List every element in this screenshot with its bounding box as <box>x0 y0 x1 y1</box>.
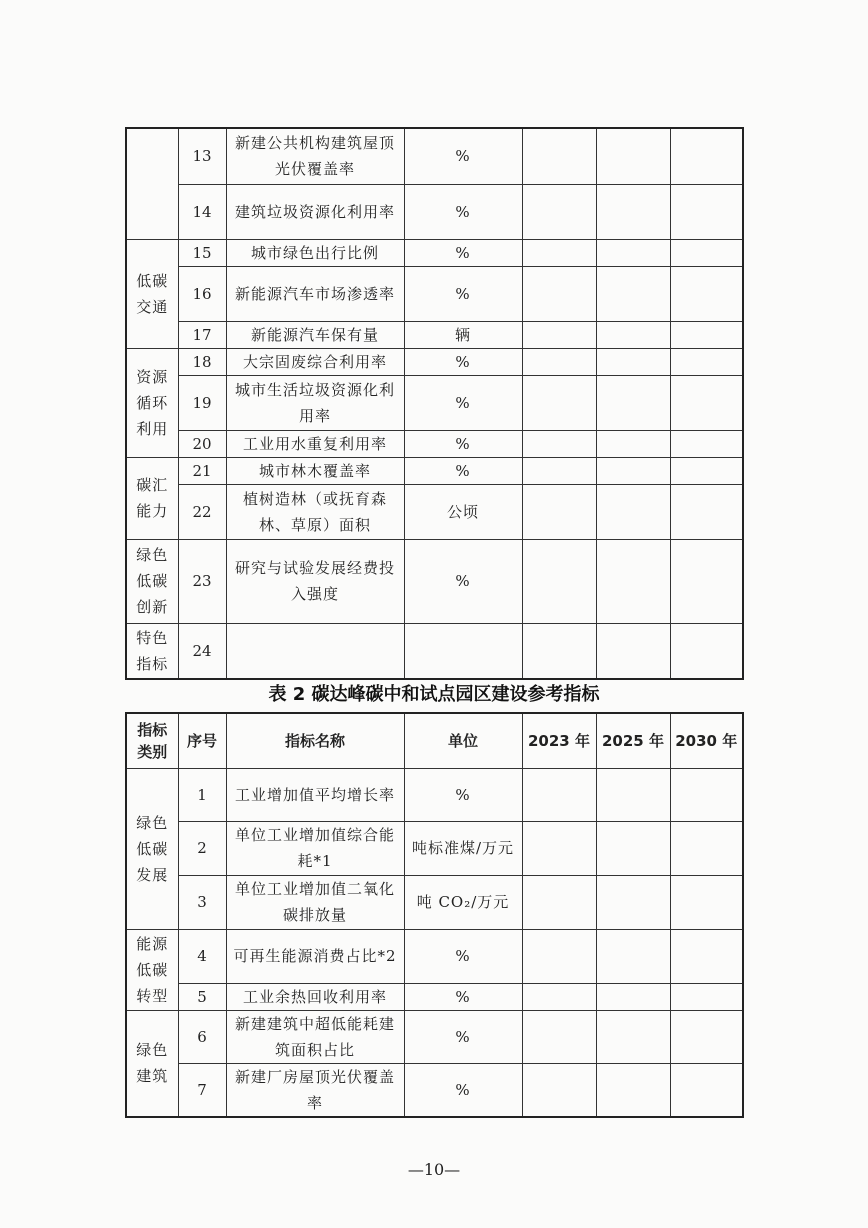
indicator-name: 城市生活垃圾资源化利用率 <box>226 375 404 430</box>
table-row <box>126 321 743 348</box>
value-2025 <box>596 821 670 875</box>
indicator-name: 可再生能源消费占比*2 <box>226 929 404 983</box>
unit-cell: 辆 <box>404 321 522 348</box>
category-green-building: 绿色建筑 <box>126 1010 178 1117</box>
indicator-name: 新能源汽车市场渗透率 <box>226 266 404 321</box>
unit-cell <box>404 623 522 679</box>
value-2023 <box>522 430 596 457</box>
value-2025 <box>596 266 670 321</box>
value-2025 <box>596 128 670 184</box>
indicator-name: 单位工业增加值二氧化碳排放量 <box>226 875 404 929</box>
value-2025 <box>596 1010 670 1063</box>
value-2025 <box>596 929 670 983</box>
value-2025 <box>596 484 670 539</box>
row-number: 17 <box>178 321 226 348</box>
table-2 <box>125 712 744 1118</box>
value-2030 <box>670 430 743 457</box>
value-2030 <box>670 457 743 484</box>
row-number: 21 <box>178 457 226 484</box>
indicator-name: 城市林木覆盖率 <box>226 457 404 484</box>
indicator-name: 工业余热回收利用率 <box>226 983 404 1010</box>
value-2030 <box>670 184 743 239</box>
row-number: 1 <box>178 768 226 821</box>
table-row <box>126 266 743 321</box>
value-2030 <box>670 321 743 348</box>
table-row <box>126 821 743 875</box>
value-2023 <box>522 375 596 430</box>
value-2023 <box>522 266 596 321</box>
table-row <box>126 457 743 484</box>
header-number: 序号 <box>178 713 226 768</box>
value-2023 <box>522 239 596 266</box>
unit-cell: % <box>404 266 522 321</box>
category-cell-continued <box>126 128 178 239</box>
value-2023 <box>522 321 596 348</box>
row-number: 14 <box>178 184 226 239</box>
category-special: 特色指标 <box>126 623 178 679</box>
row-number: 16 <box>178 266 226 321</box>
row-number: 19 <box>178 375 226 430</box>
row-number: 6 <box>178 1010 226 1063</box>
value-2030 <box>670 128 743 184</box>
row-number: 15 <box>178 239 226 266</box>
value-2030 <box>670 348 743 375</box>
value-2023 <box>522 623 596 679</box>
value-2023 <box>522 457 596 484</box>
value-2023 <box>522 539 596 623</box>
value-2025 <box>596 430 670 457</box>
table-row <box>126 623 743 679</box>
value-2030 <box>670 875 743 929</box>
value-2030 <box>670 623 743 679</box>
value-2023 <box>522 128 596 184</box>
value-2030 <box>670 929 743 983</box>
row-number: 2 <box>178 821 226 875</box>
table-row <box>126 539 743 623</box>
row-number: 5 <box>178 983 226 1010</box>
unit-cell: % <box>404 768 522 821</box>
row-number: 3 <box>178 875 226 929</box>
table-header-row <box>126 713 743 768</box>
value-2025 <box>596 875 670 929</box>
row-number: 24 <box>178 623 226 679</box>
table-row <box>126 128 743 184</box>
value-2030 <box>670 266 743 321</box>
value-2030 <box>670 484 743 539</box>
row-number: 20 <box>178 430 226 457</box>
value-2023 <box>522 983 596 1010</box>
unit-cell: % <box>404 348 522 375</box>
unit-cell: % <box>404 539 522 623</box>
row-number: 7 <box>178 1063 226 1117</box>
unit-cell: % <box>404 375 522 430</box>
value-2030 <box>670 983 743 1010</box>
unit-cell: % <box>404 457 522 484</box>
indicator-name <box>226 623 404 679</box>
value-2025 <box>596 623 670 679</box>
table-row <box>126 768 743 821</box>
table-row <box>126 184 743 239</box>
indicator-name: 建筑垃圾资源化利用率 <box>226 184 404 239</box>
indicator-name: 新建公共机构建筑屋顶光伏覆盖率 <box>226 128 404 184</box>
indicator-name: 研究与试验发展经费投入强度 <box>226 539 404 623</box>
value-2030 <box>670 1010 743 1063</box>
value-2025 <box>596 239 670 266</box>
header-unit: 单位 <box>404 713 522 768</box>
unit-cell: % <box>404 239 522 266</box>
value-2023 <box>522 1010 596 1063</box>
category-carbon-sink: 碳汇能力 <box>126 457 178 539</box>
header-category: 指标类别 <box>126 713 178 768</box>
indicator-name: 植树造林（或抚育森林、草原）面积 <box>226 484 404 539</box>
header-2025: 2025 年 <box>596 713 670 768</box>
value-2025 <box>596 375 670 430</box>
indicator-name: 城市绿色出行比例 <box>226 239 404 266</box>
table-row <box>126 1063 743 1117</box>
unit-cell: % <box>404 1010 522 1063</box>
category-green-development: 绿色低碳发展 <box>126 768 178 929</box>
row-number: 22 <box>178 484 226 539</box>
value-2025 <box>596 1063 670 1117</box>
table-row <box>126 348 743 375</box>
indicator-name: 工业增加值平均增长率 <box>226 768 404 821</box>
value-2030 <box>670 768 743 821</box>
table-row <box>126 983 743 1010</box>
unit-cell: % <box>404 983 522 1010</box>
table-2-title: 表 2 碳达峰碳中和试点园区建设参考指标 <box>268 684 600 705</box>
value-2025 <box>596 321 670 348</box>
category-resource-recycling: 资源循环利用 <box>126 348 178 457</box>
value-2030 <box>670 1063 743 1117</box>
unit-cell: 公顷 <box>404 484 522 539</box>
indicator-name: 工业用水重复利用率 <box>226 430 404 457</box>
row-number: 18 <box>178 348 226 375</box>
header-indicator-name: 指标名称 <box>226 713 404 768</box>
value-2023 <box>522 875 596 929</box>
indicator-name: 大宗固废综合利用率 <box>226 348 404 375</box>
table-row <box>126 375 743 430</box>
table-1-continued <box>125 127 744 680</box>
value-2030 <box>670 821 743 875</box>
unit-cell: 吨标准煤/万元 <box>404 821 522 875</box>
row-number: 23 <box>178 539 226 623</box>
indicator-name: 新能源汽车保有量 <box>226 321 404 348</box>
unit-cell: % <box>404 184 522 239</box>
value-2030 <box>670 375 743 430</box>
value-2025 <box>596 983 670 1010</box>
unit-cell: % <box>404 430 522 457</box>
category-low-carbon-transport: 低碳交通 <box>126 239 178 348</box>
page-number: —10— <box>407 1160 461 1179</box>
value-2023 <box>522 484 596 539</box>
value-2023 <box>522 768 596 821</box>
row-number: 13 <box>178 128 226 184</box>
value-2025 <box>596 184 670 239</box>
unit-cell: % <box>404 1063 522 1117</box>
category-green-innovation: 绿色低碳创新 <box>126 539 178 623</box>
value-2023 <box>522 821 596 875</box>
unit-cell: % <box>404 929 522 983</box>
value-2030 <box>670 539 743 623</box>
table-row <box>126 430 743 457</box>
value-2023 <box>522 929 596 983</box>
table-row <box>126 929 743 983</box>
unit-cell: % <box>404 128 522 184</box>
header-2030: 2030 年 <box>670 713 743 768</box>
header-2023: 2023 年 <box>522 713 596 768</box>
value-2023 <box>522 184 596 239</box>
category-energy-transition: 能源低碳转型 <box>126 929 178 1010</box>
indicator-name: 新建建筑中超低能耗建筑面积占比 <box>226 1010 404 1063</box>
value-2025 <box>596 348 670 375</box>
value-2025 <box>596 457 670 484</box>
indicator-name: 新建厂房屋顶光伏覆盖率 <box>226 1063 404 1117</box>
row-number: 4 <box>178 929 226 983</box>
indicator-name: 单位工业增加值综合能耗*1 <box>226 821 404 875</box>
value-2023 <box>522 348 596 375</box>
table-row <box>126 1010 743 1063</box>
value-2023 <box>522 1063 596 1117</box>
unit-cell: 吨 CO₂/万元 <box>404 875 522 929</box>
table-row <box>126 484 743 539</box>
table-row <box>126 875 743 929</box>
value-2025 <box>596 539 670 623</box>
table-row <box>126 239 743 266</box>
value-2025 <box>596 768 670 821</box>
value-2030 <box>670 239 743 266</box>
